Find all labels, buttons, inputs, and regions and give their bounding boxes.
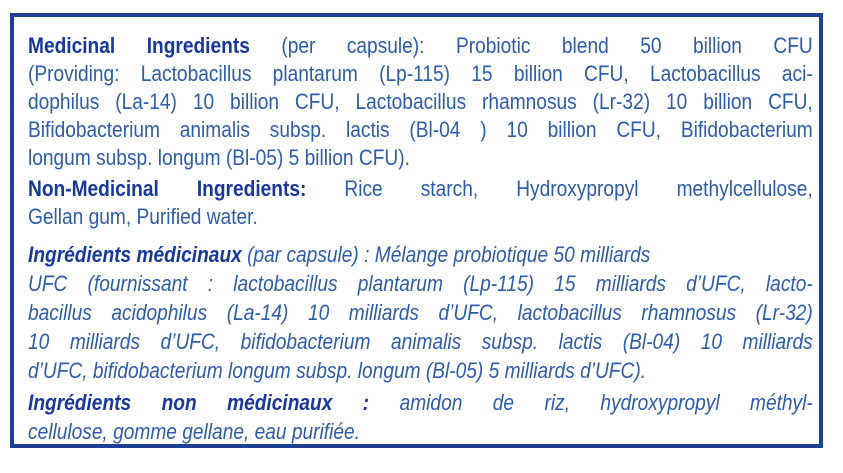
paragraph-heading: Non-Medicinal Ingredients: bbox=[28, 176, 307, 201]
line-text: UFC (fournissant : lactobacillus plantarum (Lp-115) 15 milliards d’UFC, lacto- bbox=[28, 271, 813, 296]
paragraph-medicinal-ingredients-en bbox=[28, 32, 813, 172]
paragraph-heading: Medicinal Ingredients bbox=[28, 33, 250, 58]
line-text: Bifidobacterium animalis subsp. lactis (Bl-04 ) 10 billion CFU, Bifidobacterium bbox=[28, 117, 813, 142]
paragraph-non-medicinal-ingredients-fr bbox=[28, 388, 813, 446]
paragraph-non-medicinal-ingredients-en bbox=[28, 175, 813, 231]
line-text: Rice starch, Hydroxypropyl methylcellulose, bbox=[306, 176, 813, 201]
ingredients-panel bbox=[10, 13, 823, 448]
line-text: (par capsule) : Mélange probiotique 50 milliards bbox=[241, 242, 651, 267]
paragraph-heading: Ingrédients non médicinaux : bbox=[28, 390, 370, 415]
label-line bbox=[28, 269, 813, 298]
label-line bbox=[28, 88, 813, 116]
label-line bbox=[28, 417, 813, 446]
label-line bbox=[28, 388, 813, 417]
label-line bbox=[28, 32, 813, 60]
line-text: (per capsule): Probiotic blend 50 billion CFU bbox=[249, 33, 813, 58]
label-line bbox=[28, 175, 813, 203]
paragraph-heading: Ingrédients médicinaux bbox=[28, 242, 242, 267]
line-text: dophilus (La-14) 10 billion CFU, Lactobacillus rhamnosus (Lr-32) 10 billion CFU, bbox=[28, 89, 813, 114]
line-text: 10 milliards d’UFC, bifidobacterium animalis subsp. lactis (Bl-04) 10 milliards bbox=[28, 329, 813, 354]
label-line bbox=[28, 327, 813, 356]
label-line bbox=[28, 60, 813, 88]
ingredients-text-block bbox=[28, 32, 813, 446]
label-line bbox=[28, 356, 813, 385]
label-line bbox=[28, 203, 813, 231]
line-text: bacillus acidophilus (La-14) 10 milliards d’UFC, lactobacillus rhamnosus (Lr-32) bbox=[28, 300, 813, 325]
line-text: cellulose, gomme gellane, eau purifiée. bbox=[28, 419, 360, 444]
label-line bbox=[28, 298, 813, 327]
label-line bbox=[28, 240, 813, 269]
line-text: longum subsp. longum (Bl-05) 5 billion CFU). bbox=[28, 145, 410, 170]
line-text: Gellan gum, Purified water. bbox=[28, 204, 258, 229]
label-line bbox=[28, 144, 813, 172]
line-text: (Providing: Lactobacillus plantarum (Lp-115) 15 billion CFU, Lactobacillus aci- bbox=[28, 61, 813, 86]
line-text: d’UFC, bifidobacterium longum subsp. longum (Bl-05) 5 milliards d’UFC). bbox=[28, 358, 647, 383]
paragraph-medicinal-ingredients-fr bbox=[28, 240, 813, 385]
label-line bbox=[28, 116, 813, 144]
line-text: amidon de riz, hydroxypropyl méthyl- bbox=[369, 390, 813, 415]
